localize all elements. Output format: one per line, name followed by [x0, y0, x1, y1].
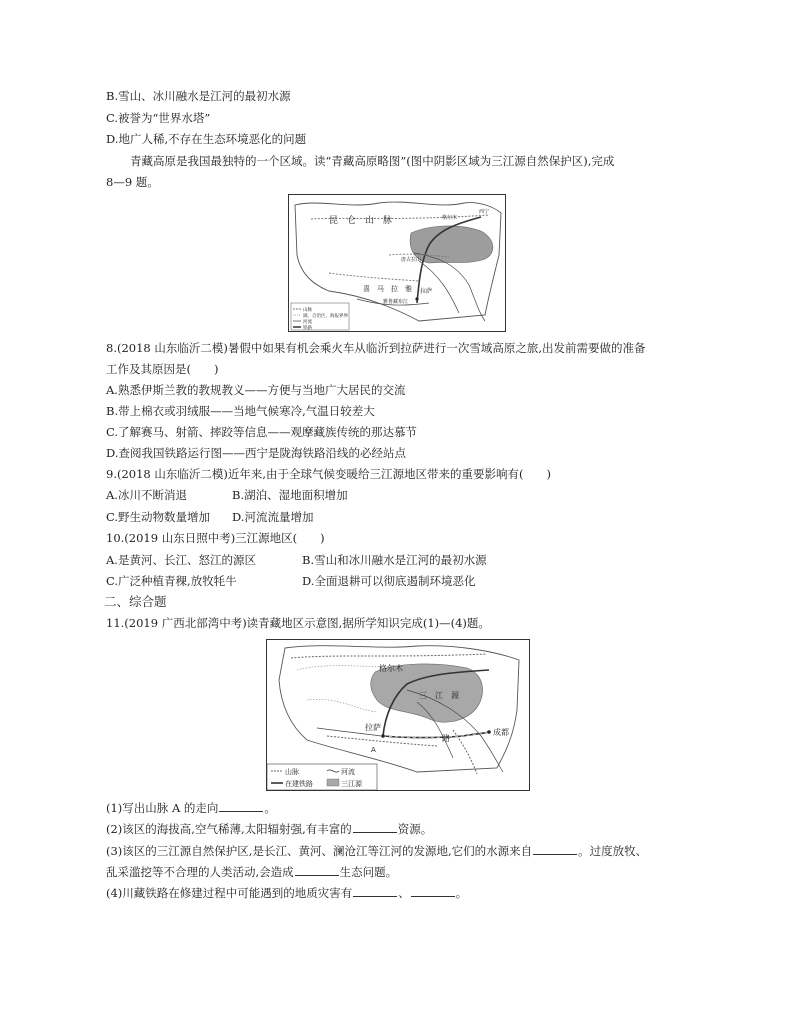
map1-xining-label: 西宁: [479, 209, 490, 215]
q11-part3a-blank[interactable]: [533, 843, 577, 855]
map2-legend-mountain: 山脉: [285, 768, 299, 776]
q8-option-a: A.熟悉伊斯兰教的教规教义——方便与当地广大居民的交流: [106, 383, 406, 397]
q8-option-c: C.了解赛马、射箭、摔跤等信息——观摩藏族传统的那达慕节: [106, 425, 418, 439]
q9-stem: 9.(2018 山东临沂二模)近年来,由于全球气候变暖给三江源地区带来的重要影响有( ): [106, 467, 551, 481]
q11-part3b-end: 生态问题。: [339, 865, 398, 879]
qinghai-tibet-region-map-graphic: [267, 640, 529, 790]
map2-sanjiangyuan-label: 三 江 源: [419, 691, 459, 700]
map2-legend-sanjiangyuan: 三江源: [341, 780, 362, 788]
q11-part1-blank[interactable]: [219, 800, 263, 812]
q7-option-c: C.被誉为“世界水塔”: [106, 111, 211, 125]
map1-legend-1: 湖、自治区、海报界界: [303, 314, 348, 319]
q8-stem-line1: 8.(2018 山东临沂二模)暑假中如果有机会乘火车从临沂到拉萨进行一次雪域高原之旅,出发前需要做的准备: [106, 341, 646, 355]
qinghai-tibet-map-graphic: [289, 195, 505, 331]
map1-kunlun-label: 昆 仑 山 脉: [329, 216, 393, 226]
q9-option-a: A.冰川不断消退: [106, 488, 187, 502]
map2-lasa-marker: [381, 734, 385, 738]
q9-option-d: D.河流流量增加: [232, 510, 314, 524]
map1-himalaya-label: 喜 马 拉 雅: [363, 285, 412, 293]
q10-stem: 10.(2019 山东日照中考)三江源地区( ): [106, 531, 325, 545]
map2-legend-railway: 在建铁路: [285, 780, 313, 788]
q10-option-d: D.全面退耕可以彻底遏制环境恶化: [302, 574, 476, 588]
q7-option-d: D.地广人稀,不存在生态环境恶化的问题: [106, 132, 307, 146]
q11-part3b-blank[interactable]: [295, 864, 339, 876]
q11-part4-blank1[interactable]: [353, 885, 397, 897]
q11-part3a-end: 。过度放牧、: [578, 844, 648, 858]
q7-option-b: B.雪山、冰川融水是江河的最初水源: [106, 89, 291, 103]
q11-part2-end: 资源。: [397, 822, 433, 836]
q11-stem: 11.(2019 广西北部湾中考)读青藏地区示意图,据所学知识完成(1)—(4)题。: [106, 616, 490, 630]
q11-part3a: [106, 843, 647, 859]
q10-option-c: C.广泛种植青稞,放牧牦牛: [106, 574, 237, 588]
q11-part3a-text: (3)该区的三江源自然保护区,是长江、黄河、澜沧江等江河的发源地,它们的水源来自: [106, 844, 533, 858]
q11-part3b: [106, 864, 397, 880]
map2-geermu-label: 格尔木: [379, 664, 403, 673]
intro-line2: 8—9 题。: [106, 175, 159, 189]
q8-stem-line2: 工作及其原因是( ): [106, 362, 219, 376]
map1-lasa-marker: [415, 297, 418, 300]
q11-part2: [106, 821, 432, 837]
map2-legend-river: 河流: [341, 768, 355, 776]
map2-chengdu-label: 成都: [493, 728, 509, 737]
q11-part4-mid: 、: [398, 886, 410, 900]
map1-legend-3: 铁路: [303, 326, 312, 331]
qinghai-tibet-map: [288, 194, 506, 332]
map1-yarlung-label: 雅鲁藏布江: [383, 299, 409, 305]
q11-part4: [106, 885, 467, 901]
intro-line1: 青藏高原是我国最独特的一个区域。读“青藏高原略图”(图中阴影区域为三江源自然保护区),完成: [130, 154, 615, 168]
q11-part4-text: (4)川藏铁路在修建过程中可能遇到的地质灾害有: [106, 886, 353, 900]
q10-option-b: B.雪山和冰川融水是江河的最初水源: [302, 553, 487, 567]
map2-mountain-a-label: A: [371, 746, 376, 754]
map2-lu-label: 路: [442, 734, 450, 743]
q10-option-a: A.是黄河、长江、怒江的源区: [106, 553, 256, 567]
q11-part3b-text: 乱采滥挖等不合理的人类活动,会造成: [106, 865, 294, 879]
q11-part2-text: (2)该区的海拔高,空气稀薄,太阳辐射强,有丰富的: [106, 822, 352, 836]
q8-option-b: B.带上棉衣或羽绒服——当地气候寒冷,气温日较差大: [106, 404, 375, 418]
map1-lasa-label: 拉萨: [420, 288, 433, 295]
qinghai-tibet-region-map: [266, 639, 530, 791]
q9-option-c: C.野生动物数量增加: [106, 510, 211, 524]
q11-part2-blank[interactable]: [353, 821, 397, 833]
q11-part4-blank2[interactable]: [411, 885, 455, 897]
q11-part1-text: (1)写出山脉 A 的走向: [106, 801, 219, 815]
q11-part1: [106, 800, 276, 816]
map2-chengdu-marker: [487, 730, 491, 734]
q9-option-b: B.湖泊、湿地面积增加: [232, 488, 348, 502]
q8-option-d: D.查阅我国铁路运行图——西宁是陇海铁路沿线的必经站点: [106, 446, 406, 460]
map2-lasa-label: 拉萨: [365, 723, 381, 732]
map1-legend-2: 河流: [303, 320, 312, 325]
map1-geermu-label: 格尔木: [442, 215, 458, 221]
q11-part4-end: 。: [455, 886, 468, 900]
map1-legend-0: 山脉: [303, 308, 312, 313]
map1-tanggula-label: 唐古拉山: [401, 257, 422, 263]
q11-part1-end: 。: [264, 801, 276, 815]
section-heading-comprehensive: 二、综合题: [104, 594, 167, 609]
